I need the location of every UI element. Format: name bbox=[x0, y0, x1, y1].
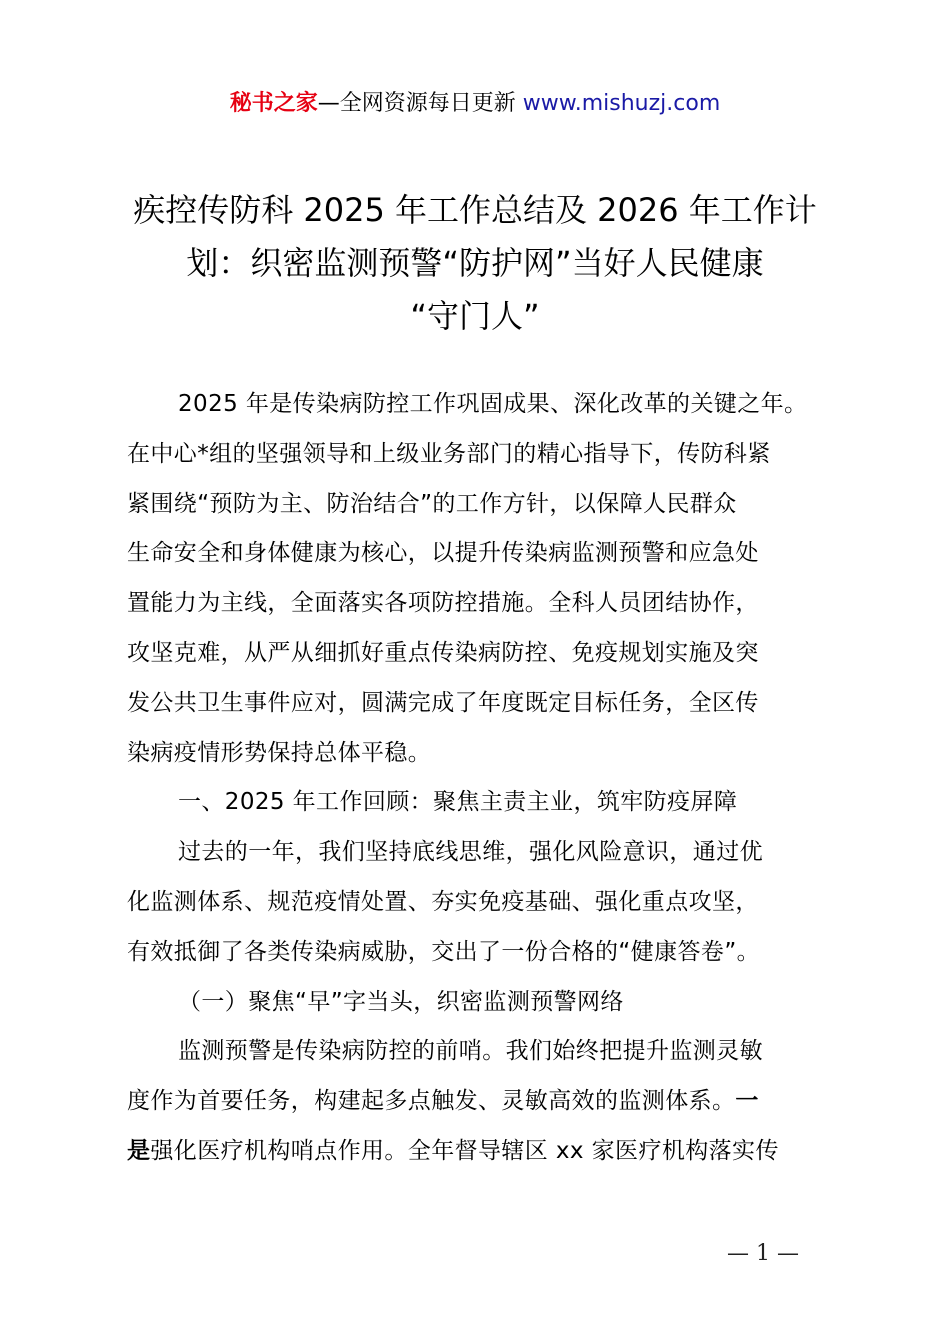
bold-lead: 一 bbox=[735, 1088, 759, 1115]
paragraph-line: 监测预警是传染病防控的前哨。我们始终把提升监测灵敏 bbox=[178, 1038, 763, 1065]
paragraph-line: 置能力为主线，全面落实各项防控措施。全科人员团结协作， bbox=[127, 590, 759, 617]
paragraph-line: 化监测体系、规范疫情处置、夯实免疫基础、强化重点攻坚， bbox=[127, 888, 759, 915]
paragraph-line: 紧围绕“预防为主、防治结合”的工作方针，以保障人民群众 bbox=[127, 490, 737, 517]
brand-name: 秘书之家 bbox=[229, 91, 318, 116]
site-url-link[interactable]: www.mishuzj.com bbox=[522, 91, 721, 116]
paragraph-text: 度作为首要任务，构建起多点触发、灵敏高效的监测体系。 bbox=[127, 1088, 736, 1115]
paragraph-line: 发公共卫生事件应对，圆满完成了年度既定目标任务，全区传 bbox=[127, 689, 759, 716]
bold-lead: 是 bbox=[127, 1137, 151, 1164]
paragraph-line bbox=[127, 1127, 835, 1177]
paragraph-line: 过去的一年，我们坚持底线思维，强化风险意识，通过优 bbox=[178, 839, 763, 866]
page-number: — 1 — bbox=[727, 1241, 799, 1266]
header-tagline: —全网资源每日更新 bbox=[317, 91, 523, 116]
paragraph-text: 强化医疗机构哨点作用。全年督导辖区 xx 家医疗机构落实传 bbox=[150, 1137, 779, 1164]
paragraph-line: 生命安全和身体健康为核心，以提升传染病监测预警和应急处 bbox=[127, 540, 759, 567]
paragraph-line: 2025 年是传染病防控工作巩固成果、深化改革的关键之年。 bbox=[178, 391, 808, 417]
title-line-1: 疾控传防科 2025 年工作总结及 2026 年工作计 bbox=[133, 191, 817, 229]
section-heading: 一、2025 年工作回顾：聚焦主责主业，筑牢防疫屏障 bbox=[178, 789, 738, 816]
title-line-2: 划：织密监测预警“防护网”当好人民健康 bbox=[186, 244, 764, 282]
paragraph-line: 染病疫情形势保持总体平稳。 bbox=[127, 739, 432, 766]
title-line-3: “守门人” bbox=[410, 297, 540, 335]
paragraph-line bbox=[127, 1077, 835, 1127]
site-header bbox=[0, 86, 950, 122]
paragraph-line: 攻坚克难，从严从细抓好重点传染病防控、免疫规划实施及突 bbox=[127, 639, 759, 666]
subsection-heading: （一）聚焦“早”字当头，织密监测预警网络 bbox=[178, 988, 624, 1015]
paragraph-line: 有效抵御了各类传染病威胁，交出了一份合格的“健康答卷”。 bbox=[127, 938, 761, 965]
paragraph-line: 在中心*组的坚强领导和上级业务部门的精心指导下，传防科紧 bbox=[127, 440, 771, 467]
document-body bbox=[127, 380, 835, 1177]
document-title bbox=[110, 184, 840, 343]
